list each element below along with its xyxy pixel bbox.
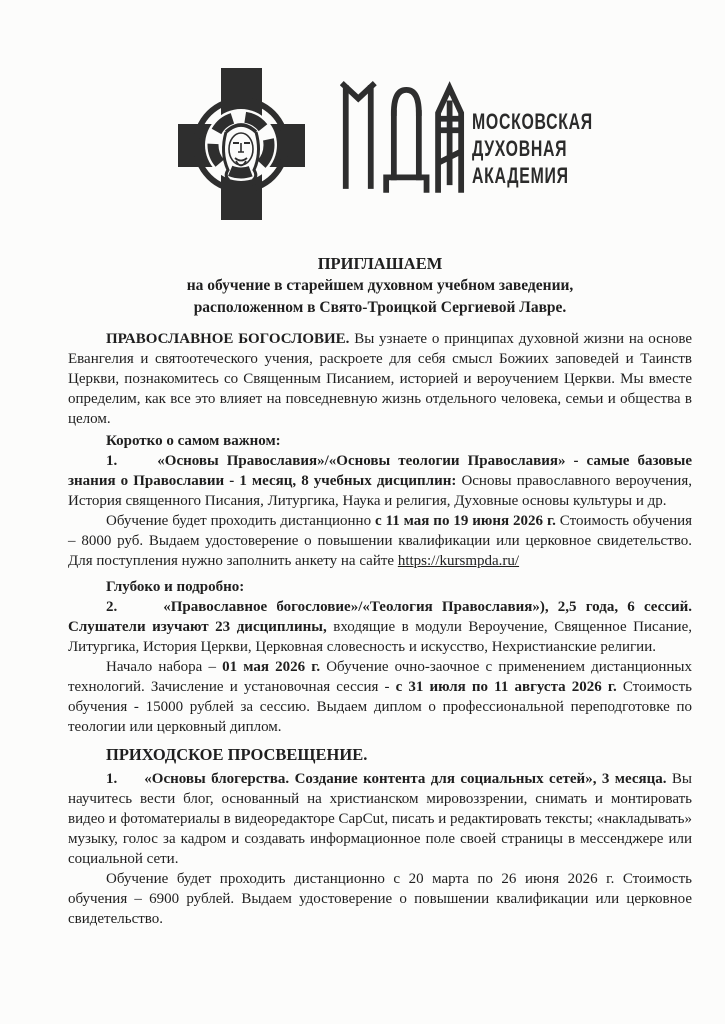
paragraph-orthodox-theology-intro: ПРАВОСЛАВНОЕ БОГОСЛОВИЕ. Вы узнаете о принципах духовной жизни на основе Евангелия и святоотеческого учения, раскроете для себя смысл Божиих заповедей и Таинств Церкви, познакомитесь со Священным Писанием, историей и вероучением Церкви. Мы вместе определим, как все это влияет на повседневную жизнь отдельного человека, семьи и общества в целом.: [68, 331, 692, 427]
invitation-title: [68, 253, 692, 319]
mda-monogram-icon: [340, 76, 465, 198]
org-name-line: АКАДЕМИЯ: [472, 163, 569, 188]
christ-face-cross-emblem-icon: [178, 68, 305, 230]
title-heading: ПРИГЛАШАЕМ: [317, 254, 443, 273]
letterhead: [0, 68, 725, 238]
paragraph-blogging-course-details: Обучение будет проходить дистанционно с 20 марта по 26 июня 2026 г. Стоимость обучения – 6900 рублей. Выдаем удостоверение о повышении квалификации или церковное свидетельство.: [68, 871, 692, 927]
paragraph-course1-details: Обучение будет проходить дистанционно с 11 мая по 19 июня 2026 г. Стоимость обучения – 8000 руб. Выдаем удостоверение о повышении квалификации или церковное свидетельство. Для поступления нужно заполнить анкету на сайте https://kursmpda.ru/: [68, 513, 693, 569]
title-subline: расположенном в Свято-Троицкой Сергиевой Лавре.: [193, 299, 567, 316]
paragraph-enrollment-details: Начало набора – 01 мая 2026 г. Обучение очно-заочное с применением дистанционных технологий. Зачисление и установочная сессия - с 31 июля по 11 августа 2026 г. Стоимость обучения - 15000 рублей за сессию. Выдаем диплом о профессиональной переподготовке по теологии или церковный диплом.: [68, 659, 692, 735]
list-item-osnovy-blogerstva: 1. «Основы блогерства. Создание контента для социальных сетей», 3 месяца. Вы научитесь вести блог, основанный на христианском мировоззрении, снимать и монтировать видео и фотоматериалы в видеоредакторе CapCut, писать и редактировать тексты; «накладывать» музыку, голос за кадром и создавать информационное поле своей страницы в мессенджере или социальной сети.: [68, 771, 692, 867]
org-name-line: ДУХОВНАЯ: [472, 136, 568, 161]
subheading-in-depth: Глубоко и подробно:: [106, 579, 245, 595]
list-item-pravoslavnoe-bogoslovie: 2. «Православное богословие»/«Теология Православия»), 2,5 года, 6 сессий. Слушатели изучают 23 дисциплины, входящие в модули Вероучение, Священное Писание, Литургика, История Церкви, Церковная словесность и искусство, Нехристианские религии.: [68, 599, 692, 655]
section-heading-parish-education: ПРИХОДСКОЕ ПРОСВЕЩЕНИЕ.: [106, 745, 368, 764]
subheading-briefly: Коротко о самом важном:: [106, 433, 281, 449]
document-body: [68, 253, 692, 929]
organization-name: [472, 108, 593, 189]
org-name-line: МОСКОВСКАЯ: [472, 109, 593, 134]
list-item-osnovy-pravoslaviya: 1. «Основы Православия»/«Основы теологии Православия» - самые базовые знания о Православии - 1 месяц, 8 учебных дисциплин: Основы православного вероучения, История священного Писания, Литургика, Наука и религия, Духовные основы культуры и др.: [68, 453, 692, 509]
title-subline: на обучение в старейшем духовном учебном заведении,: [186, 277, 574, 294]
